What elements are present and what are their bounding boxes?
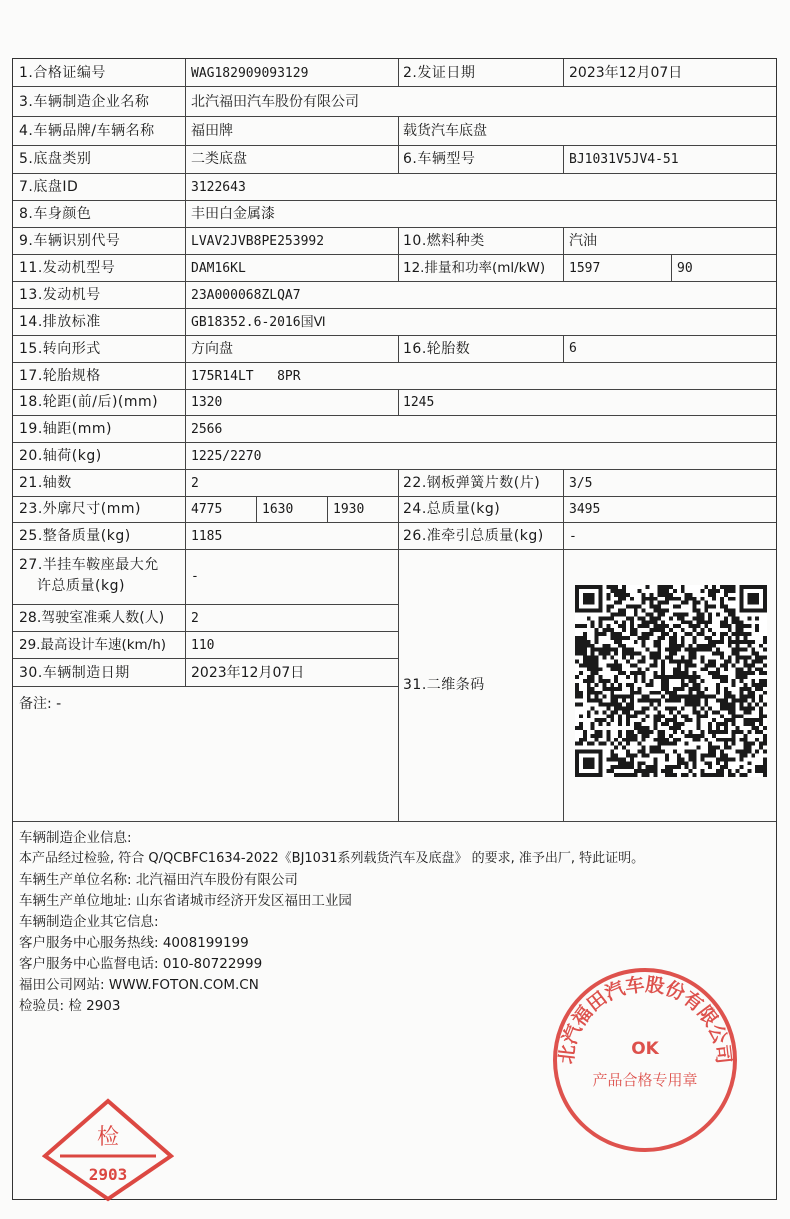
- engine-model-label: 11.发动机型号: [19, 260, 116, 276]
- model-value: BJ1031V5JV4-51: [569, 152, 679, 167]
- info-line-6: 客户服务中心服务热线: 4008199199: [19, 935, 249, 951]
- body-color-label: 8.车身颜色: [19, 206, 92, 222]
- height-value: 1930: [333, 502, 365, 517]
- inspector-stamp: [42, 1098, 174, 1203]
- body-color-value: 丰田白金属漆: [191, 206, 275, 222]
- cert-no-label: 1.合格证编号: [19, 65, 106, 81]
- info-line-1: 车辆制造企业信息:: [19, 830, 132, 846]
- saddle-mass-value: -: [191, 569, 199, 584]
- info-line-2: 本产品经过检验, 符合 Q/QCBFC1634-2022《BJ1031系列载货汽车及底盘》 的要求, 准予出厂, 特此证明。: [19, 851, 645, 866]
- tire-spec-label: 17.轮胎规格: [19, 368, 101, 384]
- curb-mass-label: 25.整备质量(kg): [19, 528, 131, 544]
- inspector-stamp-number: 2903: [88, 1165, 128, 1184]
- cert-no-value: WAG182909093129: [191, 66, 309, 81]
- length-value: 4775: [191, 502, 223, 517]
- tire-count-value: 6: [569, 341, 577, 356]
- chassis-id-label: 7.底盘ID: [19, 179, 79, 195]
- curb-mass-value: 1185: [191, 529, 223, 544]
- seal-arc-text: 北汽福田汽车股份有限公司: [555, 973, 735, 1066]
- brand-label: 4.车辆品牌/车辆名称: [19, 123, 155, 139]
- vehicle-name-value: 载货汽车底盘: [403, 123, 487, 139]
- axle-load-label: 20.轴荷(kg): [19, 448, 102, 464]
- leaf-spring-label: 22.钢板弹簧片数(片): [403, 475, 541, 491]
- tire-spec-value: 175R14LT 8PR: [191, 369, 301, 384]
- towing-mass-value: -: [569, 529, 577, 544]
- gross-mass-value: 3495: [569, 502, 601, 517]
- seal-ok: OK: [631, 1039, 659, 1059]
- width-value: 1630: [262, 502, 294, 517]
- info-line-3: 车辆生产单位名称: 北汽福田汽车股份有限公司: [19, 872, 298, 888]
- saddle-mass-label-1: 27.半挂车鞍座最大允: [19, 557, 159, 573]
- vin-value: LVAV2JVB8PE253992: [191, 234, 325, 249]
- track-label: 18.轮距(前/后)(mm): [19, 394, 159, 410]
- inspector-stamp-char: 检: [96, 1125, 120, 1150]
- mfg-date-label: 30.车辆制造日期: [19, 665, 130, 681]
- company-seal-stamp: [545, 960, 745, 1160]
- manufacturer-label: 3.车辆制造企业名称: [19, 94, 150, 110]
- model-label: 6.车辆型号: [403, 151, 476, 167]
- seats-value: 2: [191, 611, 199, 626]
- axle-count-value: 2: [191, 476, 199, 491]
- chassis-class-value: 二类底盘: [191, 151, 247, 167]
- saddle-mass-label-2: 许总质量(kg): [37, 578, 125, 594]
- issue-date-value: 2023年12月07日: [569, 65, 683, 81]
- engine-no-value: 23A000068ZLQA7: [191, 288, 301, 303]
- dimensions-label: 23.外廓尺寸(mm): [19, 501, 141, 517]
- emission-value: GB18352.6-2016国Ⅵ: [191, 315, 326, 330]
- mfg-date-value: 2023年12月07日: [191, 665, 305, 681]
- chassis-id-value: 3122643: [191, 180, 246, 195]
- engine-model-value: DAM16KL: [191, 261, 246, 276]
- tire-count-label: 16.轮胎数: [403, 341, 471, 357]
- seal-bottom-text: 产品合格专用章: [592, 1071, 698, 1089]
- brand-value: 福田牌: [191, 123, 233, 139]
- max-speed-label: 29.最高设计车速(km/h): [19, 637, 167, 653]
- power-value: 90: [677, 261, 693, 276]
- info-line-7: 客户服务中心监督电话: 010-80722999: [19, 956, 263, 972]
- axle-count-label: 21.轴数: [19, 475, 72, 491]
- vin-label: 9.车辆识别代号: [19, 233, 121, 249]
- info-line-4: 车辆生产单位地址: 山东省诸城市经济开发区福田工业园: [19, 893, 352, 909]
- chassis-class-label: 5.底盘类别: [19, 151, 92, 167]
- issue-date-label: 2.发证日期: [403, 65, 476, 81]
- track-rear-value: 1245: [403, 395, 435, 410]
- engine-no-label: 13.发动机号: [19, 287, 101, 303]
- displacement-value: 1597: [569, 261, 601, 276]
- leaf-spring-value: 3/5: [569, 476, 593, 491]
- qr-code: [575, 585, 767, 777]
- displacement-power-label: 12.排量和功率(ml/kW): [403, 260, 546, 276]
- info-line-5: 车辆制造企业其它信息:: [19, 914, 159, 930]
- info-line-8: 福田公司网站: WWW.FOTON.COM.CN: [19, 977, 259, 993]
- steering-label: 15.转向形式: [19, 341, 101, 357]
- qr-label: 31.二维条码: [403, 677, 485, 693]
- wheelbase-label: 19.轴距(mm): [19, 421, 112, 437]
- manufacturer-value: 北汽福田汽车股份有限公司: [191, 94, 359, 110]
- info-line-9: 检验员: 检 2903: [19, 998, 121, 1014]
- max-speed-value: 110: [191, 638, 215, 653]
- wheelbase-value: 2566: [191, 422, 223, 437]
- gross-mass-label: 24.总质量(kg): [403, 501, 501, 517]
- seats-label: 28.驾驶室准乘人数(人): [19, 610, 165, 626]
- towing-mass-label: 26.准牵引总质量(kg): [403, 528, 544, 544]
- track-front-value: 1320: [191, 395, 223, 410]
- fuel-value: 汽油: [569, 233, 597, 249]
- remark: 备注: -: [19, 696, 62, 712]
- emission-label: 14.排放标准: [19, 314, 101, 330]
- steering-value: 方向盘: [191, 341, 233, 357]
- axle-load-value: 1225/2270: [191, 449, 262, 464]
- fuel-label: 10.燃料种类: [403, 233, 485, 249]
